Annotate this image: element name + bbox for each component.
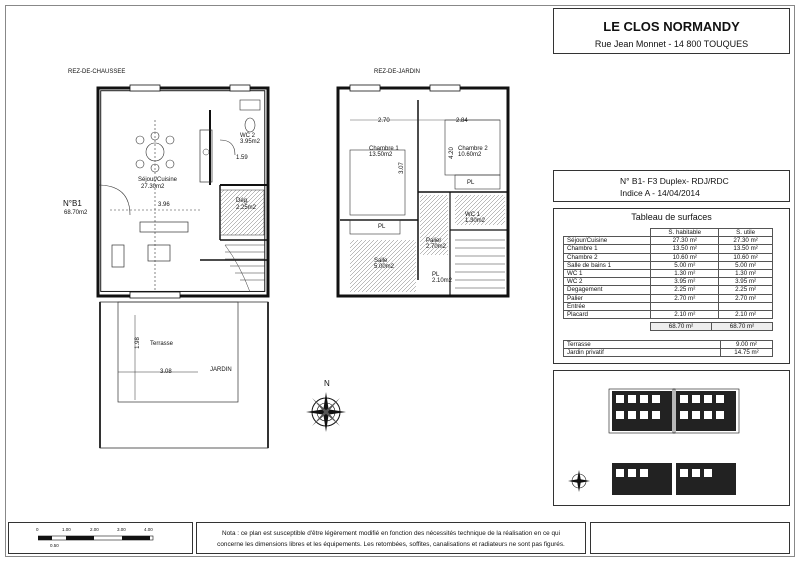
table-row: WC 2 3.95 m² 3.95 m² — [564, 278, 773, 286]
surfaces-total — [650, 322, 773, 331]
table-row — [651, 323, 773, 331]
room-wc1: WC 1 — [465, 212, 480, 218]
col-utile: S. utile — [719, 229, 773, 237]
room-chambre-1-area: 13.50m2 — [369, 152, 393, 158]
project-title: LE CLOS NORMANDY — [603, 19, 740, 34]
total-utile: 68.70 m² — [712, 323, 773, 331]
dim-ground-2: 1.59 — [236, 155, 248, 161]
compass-north-label: N — [324, 379, 330, 388]
room-wc2: WC 2 — [240, 133, 255, 139]
room-chambre-1: Chambre 1 — [369, 146, 399, 152]
room-palier: Palier — [426, 238, 442, 244]
table-row: Placard 2.10 m² 2.10 m² — [564, 310, 773, 318]
table-row: Terrasse 9.00 m² — [564, 341, 773, 349]
project-header — [553, 8, 790, 54]
room-wc2-area: 3.95m2 — [240, 139, 261, 145]
scale-sub-tick: 0.50 — [50, 543, 59, 548]
room-sejour-area: 27.30m2 — [141, 184, 165, 190]
scale-tick-2: 2.00 — [90, 527, 99, 532]
table-row: Chambre 1 13.50 m² 13.50 m² — [564, 245, 773, 253]
table-row: Chambre 2 10.60 m² 10.60 m² — [564, 253, 773, 261]
garden-label: JARDIN — [210, 367, 232, 373]
placard-2: PL — [467, 180, 475, 186]
placard-area: 2.10m2 — [432, 278, 453, 284]
dim-ground-4: 1.98 — [134, 337, 141, 349]
room-sejour: Séjour/Cuisine — [138, 177, 178, 183]
note-panel — [196, 522, 586, 554]
dim-ground-3: 3.08 — [160, 369, 172, 375]
table-row: Salle de bains 1 5.00 m² 5.00 m² — [564, 261, 773, 269]
logo-panel — [590, 522, 790, 554]
surfaces-title: Tableau de surfaces — [631, 212, 712, 222]
location-map — [553, 370, 790, 506]
dim-ground-1: 3.96 — [158, 202, 170, 208]
dim-garden-b: 2.84 — [456, 118, 468, 124]
unit-line-2: Indice A - 14/04/2014 — [620, 188, 700, 198]
unit-area: 68.70m2 — [64, 210, 88, 216]
placard-3: PL — [432, 272, 440, 278]
room-palier-area: 2.70m2 — [426, 244, 447, 250]
note-line-1: Nota : ce plan est susceptible d'être légèrement modifié en fonction des nécessités technique de la réalisation en ce qui — [222, 530, 560, 537]
compass-rose-icon — [296, 380, 356, 440]
unit-id: N°B1 — [63, 199, 82, 208]
location-map-drawing — [554, 371, 789, 505]
room-deg-area: 2.25m2 — [236, 205, 257, 211]
table-row: Jardin privatif 14.75 m² — [564, 349, 773, 357]
unit-info — [553, 170, 790, 202]
note-line-2: concerne les dimensions libres et les équipements. Les retombées, soffites, canalisations et radiateurs ne sont pas figurés. — [217, 541, 565, 548]
garden-floor-plan — [330, 80, 520, 310]
table-row: WC 1 1.30 m² 1.30 m² — [564, 269, 773, 277]
dim-garden-d: 3.07 — [398, 162, 405, 174]
level-ground-label: REZ-DE-CHAUSSEE — [68, 69, 126, 75]
surfaces-header-row — [564, 229, 773, 237]
surfaces-extras — [563, 340, 773, 357]
unit-line-1: N° B1- F3 Duplex- RDJ/RDC — [620, 176, 729, 186]
table-row: Palier 2.70 m² 2.70 m² — [564, 294, 773, 302]
room-chambre-2-area: 10.60m2 — [458, 152, 482, 158]
total-habitable: 68.70 m² — [651, 323, 712, 331]
surfaces-table — [563, 228, 773, 319]
dim-garden-c: 4.20 — [448, 147, 455, 159]
dim-garden-a: 2.70 — [378, 118, 390, 124]
room-sdb-area: 5.00m2 — [374, 264, 395, 270]
level-garden-label: REZ-DE-JARDIN — [374, 69, 420, 75]
room-deg: Dég. — [236, 198, 249, 204]
room-wc1-area: 1.30m2 — [465, 218, 486, 224]
scale-tick-1: 1.00 — [62, 527, 71, 532]
room-sdb: Salle — [374, 258, 388, 264]
table-row: Séjour/Cuisine 27.30 m² 27.30 m² — [564, 237, 773, 245]
scale-tick-0: 0 — [36, 527, 39, 532]
room-chambre-2: Chambre 2 — [458, 146, 488, 152]
col-habitable: S. habitable — [651, 229, 719, 237]
table-row: Degagement 2.25 m² 2.25 m² — [564, 286, 773, 294]
scale-tick-4: 4.00 — [144, 527, 153, 532]
project-address: Rue Jean Monnet - 14 800 TOUQUES — [594, 39, 749, 49]
scale-tick-3: 3.00 — [117, 527, 126, 532]
room-terrasse: Terrasse — [150, 341, 174, 347]
table-row: Entrée — [564, 302, 773, 310]
placard-1: PL — [378, 224, 386, 230]
